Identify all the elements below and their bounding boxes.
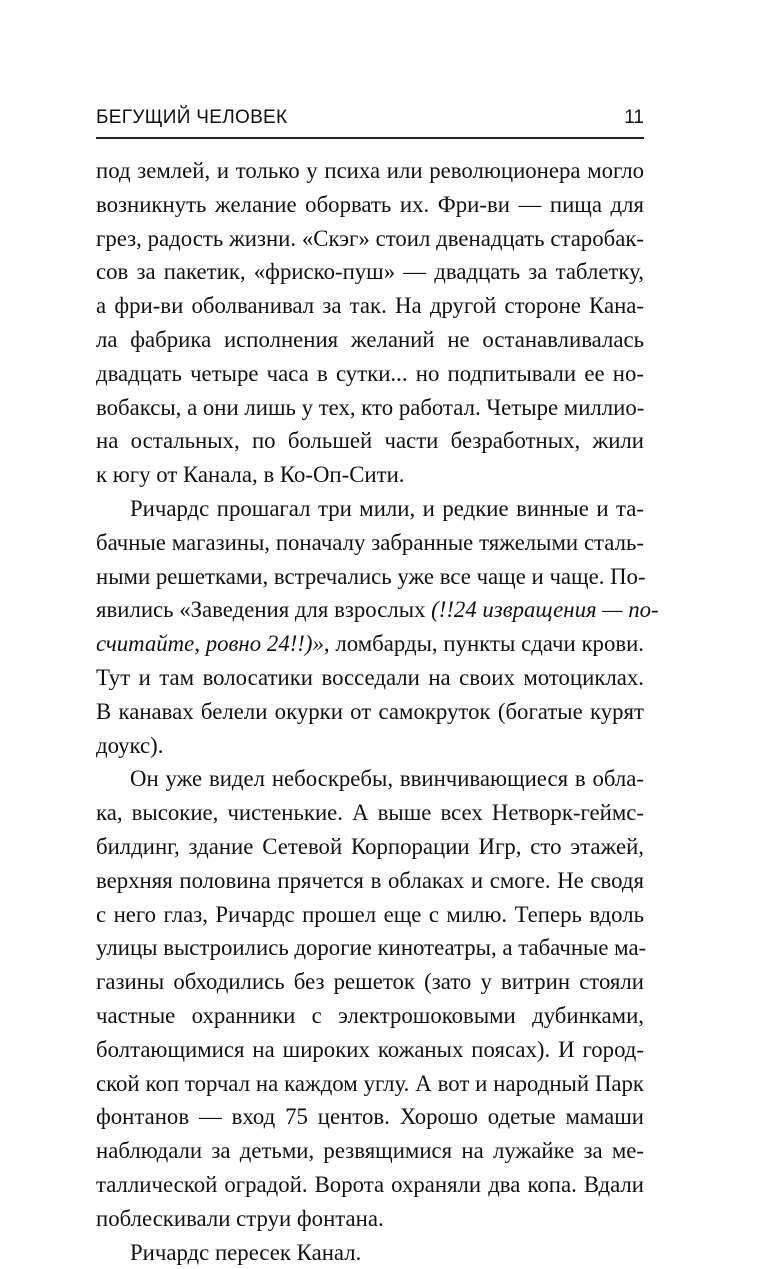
text-line: поблескивали струи фонтана. <box>96 1202 644 1236</box>
text-line: ными решетками, встречались уже все чаще и чаще. По- <box>96 560 644 594</box>
text-line: вобаксы, а они лишь у тех, кто работал. Четыре миллио- <box>96 391 644 425</box>
text-segment: , ломбарды, пункты сдачи крови. <box>324 631 644 656</box>
running-header-title: БЕГУЩИЙ ЧЕЛОВЕК <box>96 107 287 129</box>
text-segment-italic: (!!24 извращения — по- <box>431 597 659 622</box>
text-line: ка, высокие, чистенькие. А выше всех Нетворк-геймс- <box>96 796 644 830</box>
text-line: ла фабрика исполнения желаний не останавливалась <box>96 323 644 357</box>
text-line: В канавах белели окурки от самокруток (богатые курят <box>96 695 644 729</box>
text-line: газины обходились без решеток (зато у витрин стояли <box>96 965 644 999</box>
text-line: а фри-ви оболванивал за так. На другой стороне Кана- <box>96 289 644 323</box>
text-line: двадцать четыре часа в сутки... но подпитывали ее но- <box>96 357 644 391</box>
text-line: сов за пакетик, «фриско-пуш» — двадцать за таблетку, <box>96 255 644 289</box>
text-line: бачные магазины, поначалу забранные тяжелыми сталь- <box>96 526 644 560</box>
text-line: таллической оградой. Ворота охраняли два копа. Вдали <box>96 1168 644 1202</box>
text-line: возникнуть желание оборвать их. Фри-ви — пища для <box>96 188 644 222</box>
text-line: болтающимися на широких кожаных поясах). И город- <box>96 1033 644 1067</box>
body-text <box>96 154 644 1269</box>
running-header <box>96 107 644 139</box>
text-line: частные охранники с электрошоковыми дубинками, <box>96 999 644 1033</box>
text-line: с него глаз, Ричардс прошел еще с милю. Теперь вдоль <box>96 898 644 932</box>
text-line: ской коп торчал на каждом углу. А вот и народный Парк <box>96 1067 644 1101</box>
text-line: Тут и там волосатики восседали на своих мотоциклах. <box>96 661 644 695</box>
text-line: Ричардс пересек Канал. <box>96 1236 644 1269</box>
text-line: Ричардс прошагал три мили, и редкие винные и та- <box>96 492 644 526</box>
text-line: под землей, и только у психа или революционера могло <box>96 154 644 188</box>
text-line: на остальных, по большей части безработных, жили <box>96 424 644 458</box>
text-line: грез, радость жизни. «Скэг» стоил двенадцать старобак- <box>96 222 644 256</box>
text-line: улицы выстроились дорогие кинотеатры, а табачные ма- <box>96 931 644 965</box>
text-line-mixed <box>96 627 644 661</box>
text-line: Он уже видел небоскребы, ввинчивающиеся в обла- <box>96 762 644 796</box>
text-segment: явились «Заведения для взрослых <box>96 597 431 622</box>
text-line: наблюдали за детьми, резвящимися на лужайке за ме- <box>96 1134 644 1168</box>
text-segment-italic: считайте, ровно 24!!)» <box>96 631 324 656</box>
page-number: 11 <box>624 107 644 129</box>
text-line-mixed <box>96 593 644 627</box>
text-line: верхняя половина прячется в облаках и смоге. Не сводя <box>96 864 644 898</box>
text-line: фонтанов — вход 75 центов. Хорошо одетые мамаши <box>96 1100 644 1134</box>
text-line: билдинг, здание Сетевой Корпорации Игр, сто этажей, <box>96 830 644 864</box>
text-line: доукс). <box>96 729 644 763</box>
text-line: к югу от Канала, в Ко-Оп-Сити. <box>96 458 644 492</box>
